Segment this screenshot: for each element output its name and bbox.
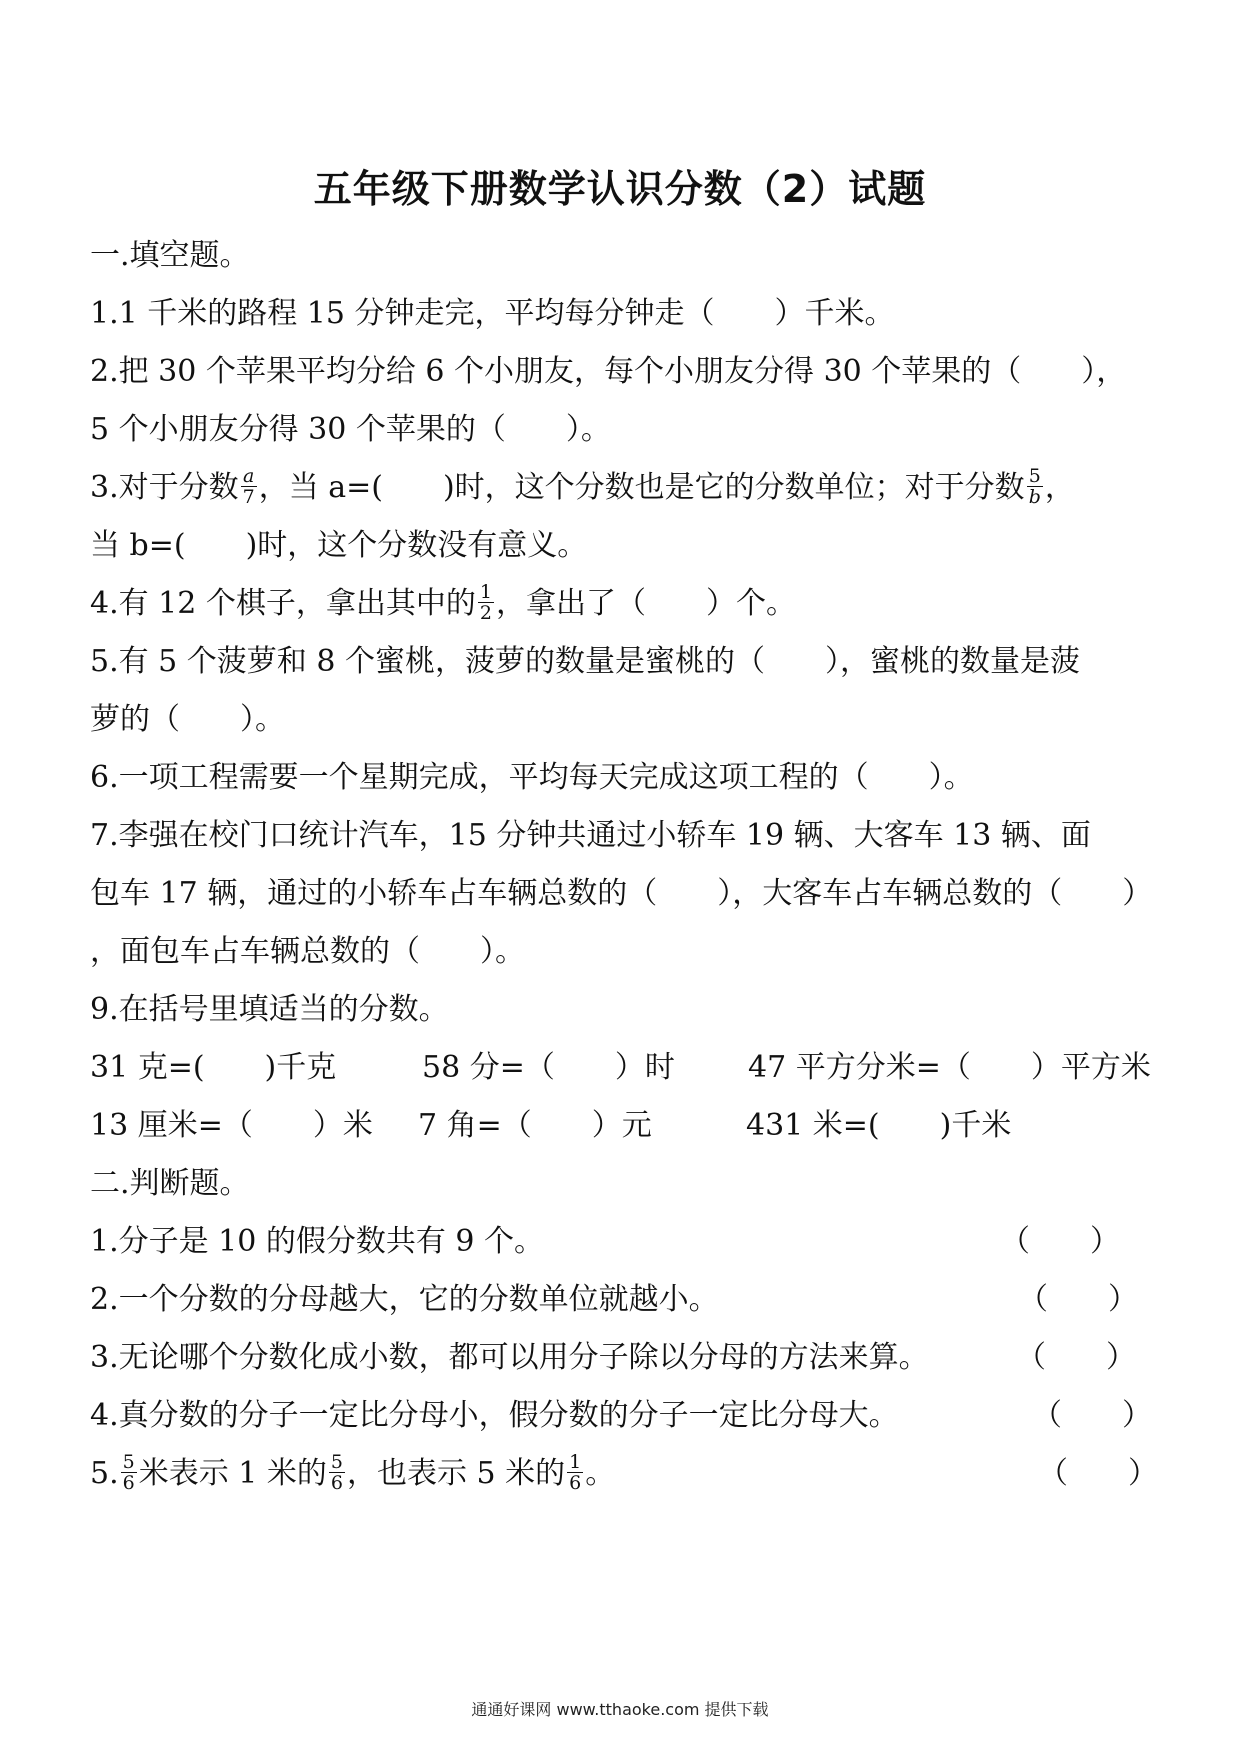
q5-frac3-num: 1 <box>569 1450 582 1473</box>
fill-question-4 <box>90 582 796 626</box>
fill-question-7-line-2: 包车 17 辆，通过的小轿车占车辆总数的（ ），大客车占车辆总数的（ ） <box>90 876 1153 911</box>
q3-prefix: 3.对于分数 <box>90 470 239 505</box>
fill-question-2-line-2: 5 个小朋友分得 30 个苹果的（ ）。 <box>90 412 611 447</box>
judge-question-2: 2.一个分数的分母越大，它的分数单位就越小。 <box>90 1282 719 1317</box>
q3-frac1-den: 7 <box>242 485 255 508</box>
fill-question-1: 1.1 千米的路程 15 分钟走完，平均每分钟走（ ）千米。 <box>90 296 895 331</box>
conversion-item: 431 米=( )千米 <box>746 1108 1012 1143</box>
q3-frac2-den: b <box>1028 485 1041 508</box>
fill-question-7-line-1: 7.李强在校门口统计汽车，15 分钟共通过小轿车 19 辆、大客车 13 辆、面 <box>90 818 1091 853</box>
fraction-1-over-2 <box>478 582 494 623</box>
q3-mid: ，当 a=( )时，这个分数也是它的分数单位；对于分数 <box>258 470 1025 505</box>
judge-answer-paren: （ ） <box>1016 1340 1136 1375</box>
section-2-heading: 二.判断题。 <box>90 1166 250 1201</box>
q5-prefix: 5. <box>90 1456 119 1491</box>
judge-question-4: 4.真分数的分子一定比分母小，假分数的分子一定比分母大。 <box>90 1398 899 1433</box>
q3-frac1-num: a <box>243 464 255 487</box>
fill-question-6: 6.一项工程需要一个星期完成，平均每天完成这项工程的（ ）。 <box>90 760 974 795</box>
fill-question-2-line-1: 2.把 30 个苹果平均分给 6 个小朋友，每个小朋友分得 30 个苹果的（ ）， <box>90 354 1127 389</box>
fill-question-5-line-2: 萝的（ ）。 <box>90 702 285 737</box>
judge-question-5 <box>90 1452 615 1496</box>
judge-question-3: 3.无论哪个分数化成小数，都可以用分子除以分母的方法来算。 <box>90 1340 929 1375</box>
q5-mid1: 米表示 1 米的 <box>138 1456 327 1491</box>
judge-answer-paren: （ ） <box>1038 1456 1158 1491</box>
judge-question-1: 1.分子是 10 的假分数共有 9 个。 <box>90 1224 545 1259</box>
q3-suffix: ， <box>1044 470 1075 505</box>
fraction-5-over-6 <box>121 1452 137 1493</box>
conversion-item: 7 角=（ ）元 <box>418 1108 652 1143</box>
q5-frac2-num: 5 <box>330 1450 343 1473</box>
fraction-a-over-7 <box>241 466 257 507</box>
q4-frac-num: 1 <box>479 580 492 603</box>
fraction-5-over-6 <box>329 1452 345 1493</box>
fraction-5-over-b <box>1027 466 1043 507</box>
conversion-item: 31 克=( )千克 <box>90 1050 337 1085</box>
q5-frac1-den: 6 <box>122 1471 135 1494</box>
fill-question-5-line-1: 5.有 5 个菠萝和 8 个蜜桃，菠萝的数量是蜜桃的（ ），蜜桃的数量是菠 <box>90 644 1080 679</box>
fill-question-7-line-3: ，面包车占车辆总数的（ ）。 <box>90 934 525 969</box>
q4-suffix: ，拿出了（ ）个。 <box>495 586 796 621</box>
section-1-heading: 一.填空题。 <box>90 238 250 273</box>
page-title: 五年级下册数学认识分数（2）试题 <box>313 167 927 211</box>
q5-frac2-den: 6 <box>330 1471 343 1494</box>
footer-source[interactable]: 通通好课网 www.tthaoke.com 提供下载 <box>471 1700 769 1719</box>
judge-answer-paren: （ ） <box>1032 1398 1152 1433</box>
q3-frac2-num: 5 <box>1027 466 1043 487</box>
q5-mid2: ，也表示 5 米的 <box>346 1456 566 1491</box>
judge-answer-paren: （ ） <box>1000 1224 1120 1259</box>
conversion-item: 13 厘米=（ ）米 <box>90 1108 373 1143</box>
fill-question-9: 9.在括号里填适当的分数。 <box>90 992 449 1027</box>
fill-question-3-line-2: 当 b=( )时，这个分数没有意义。 <box>90 528 588 563</box>
q5-suffix: 。 <box>585 1456 616 1491</box>
q5-frac3-den: 6 <box>569 1471 582 1494</box>
q5-frac1-num: 5 <box>122 1450 135 1473</box>
q4-frac-den: 2 <box>479 601 492 624</box>
q4-prefix: 4.有 12 个棋子，拿出其中的 <box>90 586 476 621</box>
judge-answer-paren: （ ） <box>1018 1282 1138 1317</box>
fill-question-3-line-1 <box>90 466 1075 510</box>
conversion-item: 47 平方分米=（ ）平方米 <box>748 1050 1151 1085</box>
conversion-item: 58 分=（ ）时 <box>422 1050 675 1085</box>
fraction-1-over-6 <box>567 1452 583 1493</box>
